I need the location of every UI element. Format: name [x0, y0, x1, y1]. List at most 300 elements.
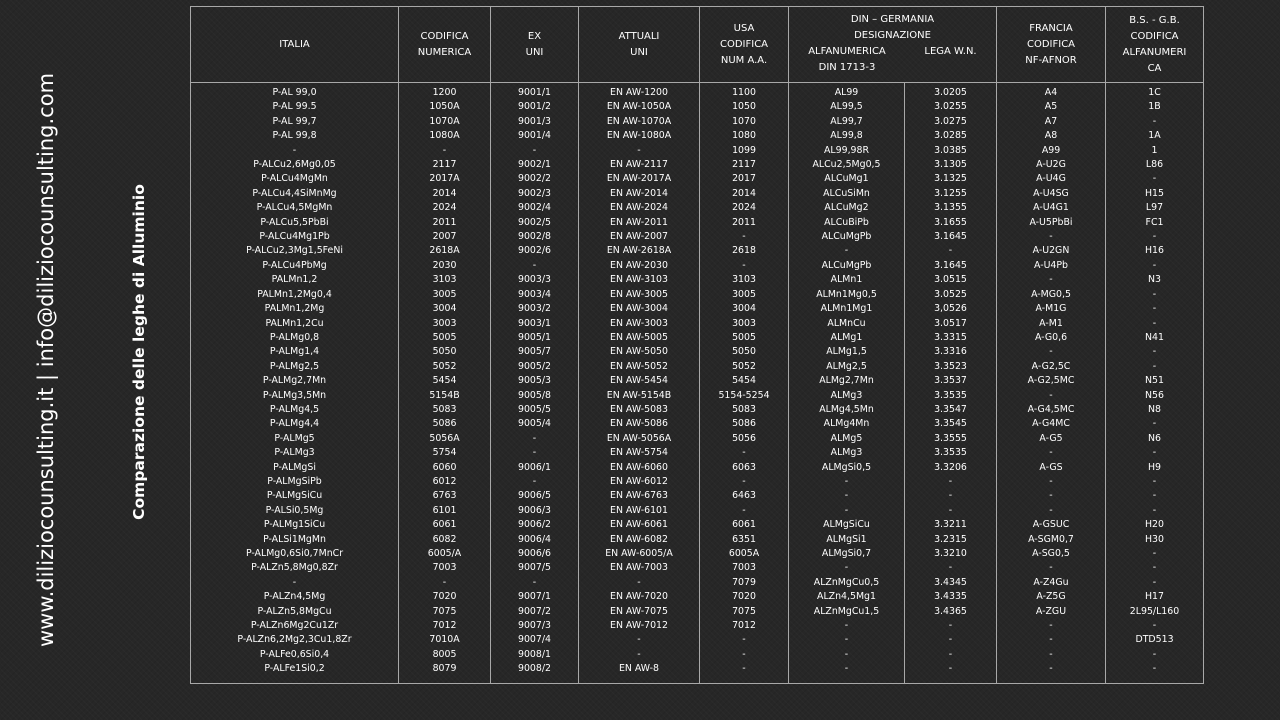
- cell-italia: PALMn1,2: [191, 273, 399, 287]
- cell-ex-uni: 9005/4: [491, 417, 579, 431]
- cell-bs-codifica: H9: [1106, 461, 1204, 475]
- cell-codifica-numerica: 6061: [399, 518, 491, 532]
- cell-francia-afnor: A-U4Pb: [997, 259, 1106, 273]
- cell-bs-codifica: -: [1106, 317, 1204, 331]
- cell-italia: P-ALMg2,7Mn: [191, 374, 399, 388]
- cell-italia: P-ALMg1SiCu: [191, 518, 399, 532]
- cell-attuali-uni: EN AW-7012: [579, 619, 700, 633]
- table-row: [191, 475, 1204, 489]
- cell-codifica-numerica: 5454: [399, 374, 491, 388]
- cell-ex-uni: 9006/1: [491, 461, 579, 475]
- cell-din-lega: 3.4345: [905, 576, 997, 590]
- table-row: [191, 547, 1204, 561]
- cell-italia: P-ALMg1,4: [191, 345, 399, 359]
- cell-usa-codifica: 3003: [700, 317, 789, 331]
- cell-codifica-numerica: 2030: [399, 259, 491, 273]
- cell-italia: P-ALZn6,2Mg2,3Cu1,8Zr: [191, 633, 399, 647]
- table-row: [191, 273, 1204, 287]
- table-row: [191, 317, 1204, 331]
- cell-ex-uni: 9002/2: [491, 172, 579, 186]
- cell-bs-codifica: -: [1106, 115, 1204, 129]
- cell-din-alfanumerica: AL99,7: [789, 115, 905, 129]
- cell-francia-afnor: A-G0,6: [997, 331, 1106, 345]
- cell-din-alfanumerica: -: [789, 244, 905, 258]
- cell-bs-codifica: -: [1106, 648, 1204, 662]
- cell-din-lega: 3.3210: [905, 547, 997, 561]
- cell-italia: P-ALZn6Mg2Cu1Zr: [191, 619, 399, 633]
- cell-italia: P-ALCu2,3Mg1,5FeNi: [191, 244, 399, 258]
- cell-ex-uni: -: [491, 432, 579, 446]
- cell-attuali-uni: EN AW-2024: [579, 201, 700, 215]
- cell-ex-uni: -: [491, 576, 579, 590]
- cell-francia-afnor: -: [997, 475, 1106, 489]
- cell-din-alfanumerica: -: [789, 475, 905, 489]
- cell-attuali-uni: EN AW-1200: [579, 83, 700, 101]
- header-attuali-uni: [579, 7, 700, 83]
- cell-attuali-uni: -: [579, 648, 700, 662]
- cell-attuali-uni: EN AW-1050A: [579, 100, 700, 114]
- cell-codifica-numerica: 8079: [399, 662, 491, 683]
- table-row: [191, 374, 1204, 388]
- cell-ex-uni: 9001/2: [491, 100, 579, 114]
- cell-italia: P-ALZn5,8MgCu: [191, 605, 399, 619]
- cell-codifica-numerica: 2618A: [399, 244, 491, 258]
- cell-codifica-numerica: 7075: [399, 605, 491, 619]
- cell-usa-codifica: 6351: [700, 533, 789, 547]
- cell-din-lega: -: [905, 475, 997, 489]
- cell-din-lega: 3.2315: [905, 533, 997, 547]
- cell-usa-codifica: 5005: [700, 331, 789, 345]
- cell-francia-afnor: -: [997, 273, 1106, 287]
- cell-italia: P-AL 99.5: [191, 100, 399, 114]
- cell-bs-codifica: -: [1106, 259, 1204, 273]
- cell-din-lega: 3.1355: [905, 201, 997, 215]
- cell-francia-afnor: A-G4MC: [997, 417, 1106, 431]
- cell-usa-codifica: -: [700, 662, 789, 683]
- cell-ex-uni: -: [491, 446, 579, 460]
- cell-ex-uni: 9005/2: [491, 360, 579, 374]
- cell-ex-uni: 9006/2: [491, 518, 579, 532]
- table-row: [191, 100, 1204, 114]
- cell-ex-uni: 9001/3: [491, 115, 579, 129]
- cell-attuali-uni: EN AW-5086: [579, 417, 700, 431]
- cell-attuali-uni: EN AW-2030: [579, 259, 700, 273]
- cell-attuali-uni: EN AW-2117: [579, 158, 700, 172]
- cell-italia: P-ALZn4,5Mg: [191, 590, 399, 604]
- cell-usa-codifica: -: [700, 504, 789, 518]
- cell-italia: P-ALCu4Mg1Pb: [191, 230, 399, 244]
- cell-din-alfanumerica: ALCuMg2: [789, 201, 905, 215]
- cell-usa-codifica: -: [700, 230, 789, 244]
- table-row: [191, 83, 1204, 101]
- cell-bs-codifica: FC1: [1106, 216, 1204, 230]
- cell-usa-codifica: 7079: [700, 576, 789, 590]
- cell-bs-codifica: N6: [1106, 432, 1204, 446]
- cell-din-alfanumerica: AL99: [789, 83, 905, 101]
- cell-bs-codifica: -: [1106, 345, 1204, 359]
- cell-ex-uni: 9005/8: [491, 389, 579, 403]
- cell-usa-codifica: 5154-5254: [700, 389, 789, 403]
- cell-francia-afnor: A5: [997, 100, 1106, 114]
- cell-usa-codifica: 1099: [700, 144, 789, 158]
- cell-usa-codifica: 7075: [700, 605, 789, 619]
- cell-ex-uni: 9007/1: [491, 590, 579, 604]
- cell-din-alfanumerica: ALMn1Mg1: [789, 302, 905, 316]
- table-row: [191, 129, 1204, 143]
- table-row: [191, 533, 1204, 547]
- cell-ex-uni: 9003/2: [491, 302, 579, 316]
- table-row: [191, 201, 1204, 215]
- cell-codifica-numerica: 3003: [399, 317, 491, 331]
- cell-usa-codifica: -: [700, 259, 789, 273]
- cell-codifica-numerica: 5086: [399, 417, 491, 431]
- cell-attuali-uni: EN AW-2017A: [579, 172, 700, 186]
- cell-codifica-numerica: 7003: [399, 561, 491, 575]
- cell-ex-uni: 9002/1: [491, 158, 579, 172]
- cell-codifica-numerica: 3103: [399, 273, 491, 287]
- table-row: [191, 331, 1204, 345]
- cell-ex-uni: 9003/1: [491, 317, 579, 331]
- cell-italia: -: [191, 144, 399, 158]
- cell-codifica-numerica: 5754: [399, 446, 491, 460]
- cell-italia: P-ALMg4,5: [191, 403, 399, 417]
- cell-din-lega: -: [905, 619, 997, 633]
- cell-din-alfanumerica: ALCuMgPb: [789, 259, 905, 273]
- cell-codifica-numerica: 2024: [399, 201, 491, 215]
- cell-ex-uni: 9006/5: [491, 489, 579, 503]
- cell-usa-codifica: 3005: [700, 288, 789, 302]
- table-row: [191, 561, 1204, 575]
- cell-codifica-numerica: 8005: [399, 648, 491, 662]
- cell-italia: P-ALMgSi: [191, 461, 399, 475]
- header-codifica: [399, 7, 491, 83]
- header-italia-label: ITALIA: [279, 38, 310, 50]
- header-din-alfanumerica: ALFANUMERICA DIN 1713-3: [808, 46, 886, 73]
- cell-ex-uni: 9002/4: [491, 201, 579, 215]
- cell-ex-uni: -: [491, 144, 579, 158]
- cell-usa-codifica: 7020: [700, 590, 789, 604]
- cell-attuali-uni: -: [579, 144, 700, 158]
- cell-din-alfanumerica: ALMg2,5: [789, 360, 905, 374]
- cell-din-alfanumerica: -: [789, 489, 905, 503]
- table-row: [191, 158, 1204, 172]
- table-row: [191, 662, 1204, 683]
- cell-italia: P-ALCu5,5PbBi: [191, 216, 399, 230]
- cell-bs-codifica: N41: [1106, 331, 1204, 345]
- cell-attuali-uni: EN AW-5052: [579, 360, 700, 374]
- cell-usa-codifica: -: [700, 446, 789, 460]
- cell-ex-uni: 9008/2: [491, 662, 579, 683]
- cell-bs-codifica: -: [1106, 662, 1204, 683]
- cell-italia: P-ALFe0,6Si0,4: [191, 648, 399, 662]
- cell-codifica-numerica: 7020: [399, 590, 491, 604]
- cell-bs-codifica: H20: [1106, 518, 1204, 532]
- cell-din-lega: -: [905, 504, 997, 518]
- cell-usa-codifica: 2014: [700, 187, 789, 201]
- cell-din-lega: -: [905, 244, 997, 258]
- cell-codifica-numerica: 6101: [399, 504, 491, 518]
- cell-codifica-numerica: -: [399, 144, 491, 158]
- cell-din-alfanumerica: ALMg1,5: [789, 345, 905, 359]
- cell-francia-afnor: -: [997, 230, 1106, 244]
- cell-din-lega: 3.3555: [905, 432, 997, 446]
- table-row: [191, 576, 1204, 590]
- cell-attuali-uni: EN AW-6082: [579, 533, 700, 547]
- cell-italia: P-ALSi1MgMn: [191, 533, 399, 547]
- cell-francia-afnor: A-Z5G: [997, 590, 1106, 604]
- table-row: [191, 518, 1204, 532]
- cell-francia-afnor: A-U4G1: [997, 201, 1106, 215]
- cell-codifica-numerica: 6005/A: [399, 547, 491, 561]
- cell-bs-codifica: 2L95/L160: [1106, 605, 1204, 619]
- cell-din-lega: 3.3535: [905, 446, 997, 460]
- cell-din-lega: 3.0285: [905, 129, 997, 143]
- header-row: [191, 7, 1204, 83]
- cell-italia: P-ALMg5: [191, 432, 399, 446]
- cell-codifica-numerica: 2007: [399, 230, 491, 244]
- table-row: [191, 446, 1204, 460]
- cell-usa-codifica: 6063: [700, 461, 789, 475]
- cell-din-lega: 3.3537: [905, 374, 997, 388]
- cell-codifica-numerica: 6012: [399, 475, 491, 489]
- header-ex-uni: [491, 7, 579, 83]
- cell-ex-uni: 9007/2: [491, 605, 579, 619]
- table-row: [191, 403, 1204, 417]
- cell-bs-codifica: -: [1106, 288, 1204, 302]
- cell-din-lega: 3.0385: [905, 144, 997, 158]
- cell-attuali-uni: EN AW-6060: [579, 461, 700, 475]
- cell-ex-uni: 9006/4: [491, 533, 579, 547]
- table-row: [191, 633, 1204, 647]
- cell-attuali-uni: EN AW-5083: [579, 403, 700, 417]
- cell-usa-codifica: 6005A: [700, 547, 789, 561]
- cell-din-alfanumerica: ALMgSiCu: [789, 518, 905, 532]
- cell-usa-codifica: 1100: [700, 83, 789, 101]
- cell-francia-afnor: A-U5PbBi: [997, 216, 1106, 230]
- table-row: [191, 417, 1204, 431]
- cell-italia: P-ALMgSiCu: [191, 489, 399, 503]
- cell-din-alfanumerica: AL99,5: [789, 100, 905, 114]
- header-francia-label: FRANCIA CODIFICA NF-AFNOR: [1025, 22, 1077, 66]
- cell-francia-afnor: A-Z4Gu: [997, 576, 1106, 590]
- cell-din-lega: 3.0275: [905, 115, 997, 129]
- cell-din-alfanumerica: ALMg3: [789, 389, 905, 403]
- cell-bs-codifica: -: [1106, 360, 1204, 374]
- cell-italia: P-ALMg3: [191, 446, 399, 460]
- cell-italia: P-AL 99,8: [191, 129, 399, 143]
- cell-ex-uni: 9008/1: [491, 648, 579, 662]
- contact-info: www.diliziocounsulting.it | info@diliziocounsulting.com: [34, 72, 58, 648]
- cell-francia-afnor: A-G2,5MC: [997, 374, 1106, 388]
- cell-din-lega: 3.0255: [905, 100, 997, 114]
- cell-ex-uni: 9005/3: [491, 374, 579, 388]
- cell-din-alfanumerica: ALMg1: [789, 331, 905, 345]
- cell-francia-afnor: A-U4G: [997, 172, 1106, 186]
- cell-attuali-uni: -: [579, 576, 700, 590]
- cell-bs-codifica: -: [1106, 576, 1204, 590]
- table-body: [191, 83, 1204, 684]
- cell-bs-codifica: -: [1106, 547, 1204, 561]
- cell-din-lega: 3.3545: [905, 417, 997, 431]
- cell-bs-codifica: H16: [1106, 244, 1204, 258]
- cell-codifica-numerica: 2017A: [399, 172, 491, 186]
- cell-din-alfanumerica: ALMg4Mn: [789, 417, 905, 431]
- cell-attuali-uni: EN AW-1070A: [579, 115, 700, 129]
- cell-din-alfanumerica: ALMn1Mg0,5: [789, 288, 905, 302]
- cell-codifica-numerica: 6060: [399, 461, 491, 475]
- cell-francia-afnor: A-GS: [997, 461, 1106, 475]
- table-row: [191, 648, 1204, 662]
- cell-attuali-uni: EN AW-8: [579, 662, 700, 683]
- table-row: [191, 172, 1204, 186]
- cell-din-alfanumerica: ALMg4,5Mn: [789, 403, 905, 417]
- cell-din-alfanumerica: ALMn1: [789, 273, 905, 287]
- cell-usa-codifica: 7003: [700, 561, 789, 575]
- cell-italia: P-ALZn5,8Mg0,8Zr: [191, 561, 399, 575]
- cell-attuali-uni: EN AW-2618A: [579, 244, 700, 258]
- cell-attuali-uni: EN AW-5154B: [579, 389, 700, 403]
- cell-codifica-numerica: 5050: [399, 345, 491, 359]
- cell-usa-codifica: 3004: [700, 302, 789, 316]
- cell-bs-codifica: N8: [1106, 403, 1204, 417]
- cell-attuali-uni: EN AW-5050: [579, 345, 700, 359]
- cell-din-alfanumerica: ALMg5: [789, 432, 905, 446]
- cell-codifica-numerica: 6082: [399, 533, 491, 547]
- cell-bs-codifica: 1: [1106, 144, 1204, 158]
- cell-bs-codifica: -: [1106, 172, 1204, 186]
- cell-italia: P-ALMg2,5: [191, 360, 399, 374]
- cell-usa-codifica: 2017: [700, 172, 789, 186]
- cell-din-lega: 3.1255: [905, 187, 997, 201]
- cell-usa-codifica: -: [700, 475, 789, 489]
- cell-bs-codifica: -: [1106, 446, 1204, 460]
- cell-usa-codifica: 5083: [700, 403, 789, 417]
- cell-francia-afnor: A-G2,5C: [997, 360, 1106, 374]
- cell-din-lega: 3.1645: [905, 230, 997, 244]
- cell-attuali-uni: EN AW-5005: [579, 331, 700, 345]
- cell-italia: P-ALFe1Si0,2: [191, 662, 399, 683]
- cell-bs-codifica: -: [1106, 417, 1204, 431]
- cell-bs-codifica: L97: [1106, 201, 1204, 215]
- cell-attuali-uni: EN AW-6012: [579, 475, 700, 489]
- cell-francia-afnor: -: [997, 648, 1106, 662]
- cell-codifica-numerica: 1050A: [399, 100, 491, 114]
- page-title: Comparazione delle leghe di Alluminio: [130, 184, 148, 520]
- cell-ex-uni: 9007/5: [491, 561, 579, 575]
- cell-ex-uni: 9002/6: [491, 244, 579, 258]
- cell-din-lega: 3.3316: [905, 345, 997, 359]
- cell-codifica-numerica: 5056A: [399, 432, 491, 446]
- cell-usa-codifica: 2117: [700, 158, 789, 172]
- cell-francia-afnor: A7: [997, 115, 1106, 129]
- cell-codifica-numerica: 3005: [399, 288, 491, 302]
- cell-italia: P-ALCu4,4SiMnMg: [191, 187, 399, 201]
- cell-francia-afnor: A-U2G: [997, 158, 1106, 172]
- cell-din-lega: 3.3547: [905, 403, 997, 417]
- cell-usa-codifica: 3103: [700, 273, 789, 287]
- cell-din-alfanumerica: ALMg2,7Mn: [789, 374, 905, 388]
- cell-usa-codifica: 5454: [700, 374, 789, 388]
- cell-codifica-numerica: 5154B: [399, 389, 491, 403]
- cell-ex-uni: -: [491, 475, 579, 489]
- cell-francia-afnor: A-GSUC: [997, 518, 1106, 532]
- cell-din-alfanumerica: AL99,8: [789, 129, 905, 143]
- table-row: [191, 187, 1204, 201]
- cell-ex-uni: 9001/4: [491, 129, 579, 143]
- cell-italia: P-ALMgSiPb: [191, 475, 399, 489]
- cell-din-alfanumerica: -: [789, 662, 905, 683]
- cell-din-alfanumerica: -: [789, 504, 905, 518]
- cell-francia-afnor: A-U2GN: [997, 244, 1106, 258]
- cell-francia-afnor: -: [997, 662, 1106, 683]
- cell-din-alfanumerica: -: [789, 619, 905, 633]
- cell-din-alfanumerica: ALCu2,5Mg0,5: [789, 158, 905, 172]
- cell-bs-codifica: -: [1106, 619, 1204, 633]
- cell-francia-afnor: A-SGM0,7: [997, 533, 1106, 547]
- table-row: [191, 605, 1204, 619]
- cell-attuali-uni: -: [579, 633, 700, 647]
- cell-bs-codifica: 1A: [1106, 129, 1204, 143]
- cell-din-lega: 3.3535: [905, 389, 997, 403]
- cell-din-lega: 3.1305: [905, 158, 997, 172]
- cell-francia-afnor: A-G4,5MC: [997, 403, 1106, 417]
- cell-italia: PALMn1,2Cu: [191, 317, 399, 331]
- cell-usa-codifica: 7012: [700, 619, 789, 633]
- cell-din-lega: 3.0517: [905, 317, 997, 331]
- cell-francia-afnor: -: [997, 345, 1106, 359]
- cell-codifica-numerica: 2117: [399, 158, 491, 172]
- cell-usa-codifica: -: [700, 633, 789, 647]
- cell-usa-codifica: 1080: [700, 129, 789, 143]
- table-row: [191, 461, 1204, 475]
- cell-italia: P-ALMg4,4: [191, 417, 399, 431]
- cell-din-lega: 3.0205: [905, 83, 997, 101]
- cell-usa-codifica: 5086: [700, 417, 789, 431]
- cell-bs-codifica: 1C: [1106, 83, 1204, 101]
- cell-din-lega: 3,0526: [905, 302, 997, 316]
- cell-din-lega: -: [905, 561, 997, 575]
- cell-attuali-uni: EN AW-3103: [579, 273, 700, 287]
- cell-francia-afnor: A-MG0,5: [997, 288, 1106, 302]
- cell-codifica-numerica: -: [399, 576, 491, 590]
- cell-bs-codifica: H30: [1106, 533, 1204, 547]
- cell-attuali-uni: EN AW-5454: [579, 374, 700, 388]
- cell-codifica-numerica: 3004: [399, 302, 491, 316]
- cell-italia: P-ALMg0,8: [191, 331, 399, 345]
- cell-bs-codifica: -: [1106, 489, 1204, 503]
- cell-ex-uni: 9006/6: [491, 547, 579, 561]
- cell-ex-uni: 9001/1: [491, 83, 579, 101]
- table-row: [191, 115, 1204, 129]
- cell-ex-uni: 9007/4: [491, 633, 579, 647]
- cell-din-alfanumerica: ALCuSiMn: [789, 187, 905, 201]
- cell-din-lega: 3.3523: [905, 360, 997, 374]
- cell-din-lega: -: [905, 662, 997, 683]
- cell-din-alfanumerica: -: [789, 561, 905, 575]
- cell-din-alfanumerica: ALCuMgPb: [789, 230, 905, 244]
- cell-francia-afnor: A99: [997, 144, 1106, 158]
- cell-bs-codifica: -: [1106, 302, 1204, 316]
- cell-francia-afnor: -: [997, 504, 1106, 518]
- cell-francia-afnor: A-U4SG: [997, 187, 1106, 201]
- cell-italia: -: [191, 576, 399, 590]
- cell-bs-codifica: 1B: [1106, 100, 1204, 114]
- cell-italia: P-ALCu4MgMn: [191, 172, 399, 186]
- alloy-comparison-table: [190, 6, 1204, 684]
- cell-francia-afnor: -: [997, 489, 1106, 503]
- header-din-lega: LEGA W.N.: [924, 46, 977, 57]
- cell-usa-codifica: 2618: [700, 244, 789, 258]
